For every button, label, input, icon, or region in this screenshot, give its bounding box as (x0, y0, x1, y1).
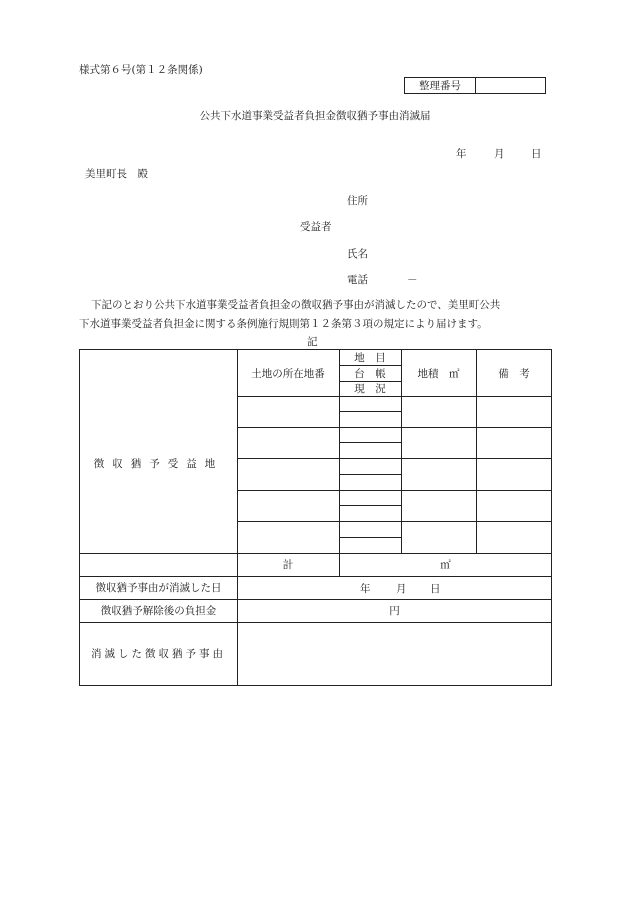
extinct-year: 年 (360, 583, 371, 595)
date-day: 日 (531, 148, 542, 160)
burden-label: 徴収猶予解除後の負担金 (100, 605, 217, 617)
col-genkyo-header: 現 況 (354, 383, 386, 395)
date-year: 年 (456, 148, 467, 160)
reason-label: 消滅した徴収猶予事由 (91, 648, 226, 660)
col-daicho-header: 台 帳 (354, 367, 386, 380)
total-label: 計 (282, 559, 294, 571)
phone-dash: － (407, 274, 418, 286)
extinct-month: 月 (396, 583, 407, 595)
col-area-header: 地積 ㎡ (417, 367, 460, 380)
extinct-day: 日 (430, 583, 441, 595)
addressee: 美里町長 殿 (85, 168, 148, 180)
body-line-1: 下記のとおり公共下水道事業受益者負担金の徴収猶予事由が消滅したので、美里町公共 (91, 299, 501, 311)
document-title: 公共下水道事業受益者負担金徴収猶予事由消滅届 (199, 110, 431, 122)
section-label: 徴収猶予受益地 (93, 457, 224, 470)
ki-label: 記 (307, 336, 318, 348)
burden-unit: 円 (389, 605, 400, 617)
form-number: 様式第６号(第１２条関係) (79, 64, 203, 76)
phone-label: 電話 (347, 274, 368, 286)
col-location-header: 土地の所在地番 (251, 367, 325, 380)
reference-number-field[interactable] (476, 78, 545, 93)
reference-number-label: 整理番号 (405, 78, 476, 93)
beneficiary-label: 受益者 (300, 221, 332, 233)
col-chimoku-header: 地 目 (354, 352, 386, 364)
address-label: 住所 (347, 195, 368, 207)
reason-field[interactable] (237, 622, 552, 685)
date-month: 月 (494, 148, 505, 160)
land-table (79, 349, 552, 686)
body-line-2: 下水道事業受益者負担金に関する条例施行規則第１２条第３項の規定により届けます。 (79, 318, 488, 330)
total-unit: ㎡ (440, 559, 451, 571)
extinct-date-label: 徴収猶予事由が消滅した日 (95, 582, 222, 594)
col-remarks-header: 備 考 (498, 367, 530, 380)
reference-number-box (404, 77, 546, 94)
name-label: 氏名 (347, 248, 368, 260)
